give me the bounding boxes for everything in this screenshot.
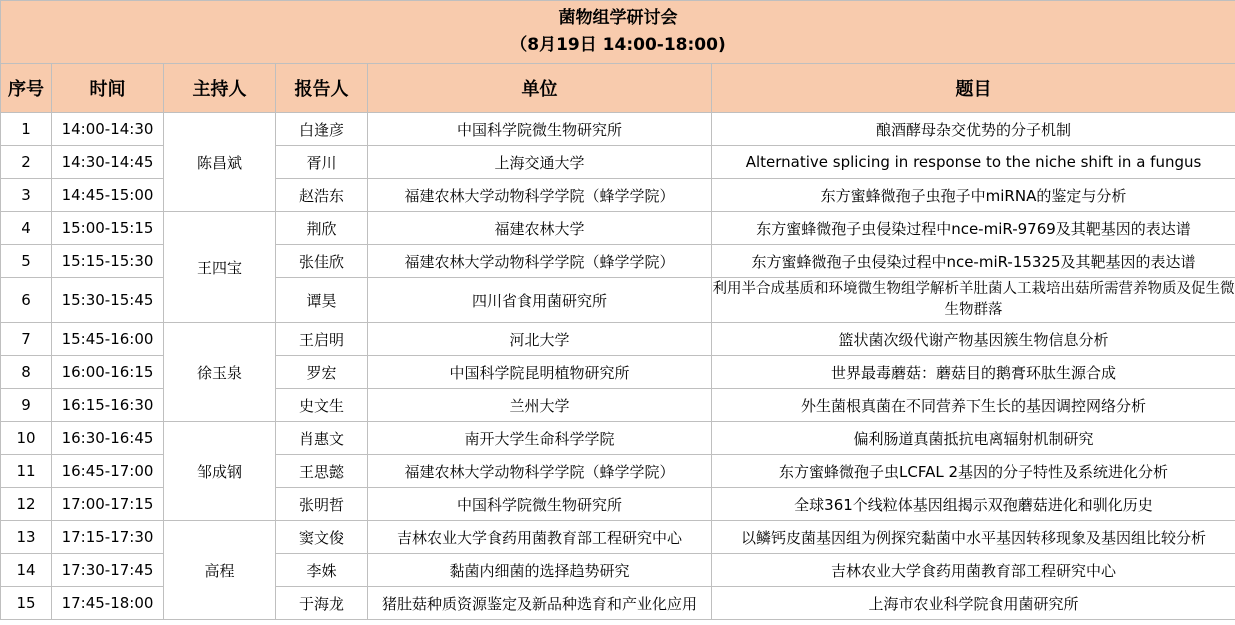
cell-unit: 四川省食用菌研究所 xyxy=(368,278,712,323)
cell-speaker: 王启明 xyxy=(276,323,368,356)
cell-unit: 福建农林大学动物科学学院（蜂学学院） xyxy=(368,455,712,488)
cell-time: 14:30-14:45 xyxy=(52,146,164,179)
cell-unit: 黏菌内细菌的选择趋势研究 xyxy=(368,554,712,587)
cell-topic: Alternative splicing in response to the niche shift in a fungus xyxy=(712,146,1235,179)
cell-topic: 吉林农业大学食药用菌教育部工程研究中心 xyxy=(712,554,1235,587)
table-row xyxy=(1,422,1235,455)
cell-topic: 酿酒酵母杂交优势的分子机制 xyxy=(712,113,1235,146)
cell-time: 16:30-16:45 xyxy=(52,422,164,455)
header-host: 主持人 xyxy=(164,64,276,113)
title-block xyxy=(1,1,1235,64)
cell-no: 13 xyxy=(1,521,52,554)
cell-topic: 东方蜜蜂微孢子虫侵染过程中nce-miR-15325及其靶基因的表达谱 xyxy=(712,245,1235,278)
cell-speaker: 赵浩东 xyxy=(276,179,368,212)
cell-speaker: 史文生 xyxy=(276,389,368,422)
cell-speaker: 肖惠文 xyxy=(276,422,368,455)
cell-time: 15:30-15:45 xyxy=(52,278,164,323)
cell-no: 11 xyxy=(1,455,52,488)
cell-topic: 东方蜜蜂微孢子虫孢子中miRNA的鉴定与分析 xyxy=(712,179,1235,212)
cell-speaker: 张佳欣 xyxy=(276,245,368,278)
cell-unit: 南开大学生命科学学院 xyxy=(368,422,712,455)
cell-host: 高程 xyxy=(164,521,276,620)
cell-no: 3 xyxy=(1,179,52,212)
cell-no: 7 xyxy=(1,323,52,356)
cell-speaker: 胥川 xyxy=(276,146,368,179)
cell-host: 陈昌斌 xyxy=(164,113,276,212)
cell-speaker: 谭昊 xyxy=(276,278,368,323)
cell-unit: 吉林农业大学食药用菌教育部工程研究中心 xyxy=(368,521,712,554)
cell-unit: 福建农林大学 xyxy=(368,212,712,245)
cell-no: 5 xyxy=(1,245,52,278)
header-time: 时间 xyxy=(52,64,164,113)
cell-topic: 利用半合成基质和环境微生物组学解析羊肚菌人工栽培出菇所需营养物质及促生微生物群落 xyxy=(712,278,1235,323)
cell-speaker: 张明哲 xyxy=(276,488,368,521)
cell-time: 15:15-15:30 xyxy=(52,245,164,278)
table-row xyxy=(1,113,1235,146)
cell-no: 1 xyxy=(1,113,52,146)
cell-no: 6 xyxy=(1,278,52,323)
cell-time: 16:15-16:30 xyxy=(52,389,164,422)
table-row xyxy=(1,212,1235,245)
header-unit: 单位 xyxy=(368,64,712,113)
cell-no: 9 xyxy=(1,389,52,422)
cell-topic: 东方蜜蜂微孢子虫侵染过程中nce-miR-9769及其靶基因的表达谱 xyxy=(712,212,1235,245)
cell-topic: 以鳞钙皮菌基因组为例探究黏菌中水平基因转移现象及基因组比较分析 xyxy=(712,521,1235,554)
cell-time: 17:30-17:45 xyxy=(52,554,164,587)
cell-speaker: 李姝 xyxy=(276,554,368,587)
cell-time: 16:00-16:15 xyxy=(52,356,164,389)
cell-speaker: 荆欣 xyxy=(276,212,368,245)
header-no: 序号 xyxy=(1,64,52,113)
cell-time: 17:45-18:00 xyxy=(52,587,164,620)
cell-host: 徐玉泉 xyxy=(164,323,276,422)
cell-unit: 中国科学院微生物研究所 xyxy=(368,113,712,146)
cell-no: 14 xyxy=(1,554,52,587)
cell-unit: 中国科学院微生物研究所 xyxy=(368,488,712,521)
table-row xyxy=(1,521,1235,554)
cell-topic: 全球361个线粒体基因组揭示双孢蘑菇进化和驯化历史 xyxy=(712,488,1235,521)
cell-time: 14:45-15:00 xyxy=(52,179,164,212)
page-subtitle: （8月19日 14:00-18:00) xyxy=(510,35,726,55)
cell-topic: 外生菌根真菌在不同营养下生长的基因调控网络分析 xyxy=(712,389,1235,422)
cell-unit: 猪肚菇种质资源鉴定及新品种选育和产业化应用 xyxy=(368,587,712,620)
cell-topic: 世界最毒蘑菇：蘑菇目的鹅膏环肽生源合成 xyxy=(712,356,1235,389)
cell-speaker: 窦文俊 xyxy=(276,521,368,554)
cell-no: 12 xyxy=(1,488,52,521)
cell-time: 17:15-17:30 xyxy=(52,521,164,554)
cell-time: 16:45-17:00 xyxy=(52,455,164,488)
cell-time: 15:45-16:00 xyxy=(52,323,164,356)
cell-host: 王四宝 xyxy=(164,212,276,323)
cell-topic: 上海市农业科学院食用菌研究所 xyxy=(712,587,1235,620)
cell-unit: 福建农林大学动物科学学院（蜂学学院） xyxy=(368,179,712,212)
cell-no: 15 xyxy=(1,587,52,620)
cell-topic: 篮状菌次级代谢产物基因簇生物信息分析 xyxy=(712,323,1235,356)
table-row xyxy=(1,323,1235,356)
cell-unit: 上海交通大学 xyxy=(368,146,712,179)
cell-no: 4 xyxy=(1,212,52,245)
cell-no: 10 xyxy=(1,422,52,455)
cell-speaker: 白逢彦 xyxy=(276,113,368,146)
cell-host: 邹成钢 xyxy=(164,422,276,521)
cell-topic: 东方蜜蜂微孢子虫LCFAL 2基因的分子特性及系统进化分析 xyxy=(712,455,1235,488)
header-topic: 题目 xyxy=(712,64,1235,113)
cell-unit: 河北大学 xyxy=(368,323,712,356)
cell-speaker: 于海龙 xyxy=(276,587,368,620)
header-row xyxy=(1,64,1235,113)
cell-topic: 偏利肠道真菌抵抗电离辐射机制研究 xyxy=(712,422,1235,455)
cell-unit: 兰州大学 xyxy=(368,389,712,422)
title-row xyxy=(1,1,1235,64)
cell-speaker: 王思懿 xyxy=(276,455,368,488)
page-title: 菌物组学研讨会 xyxy=(558,8,678,28)
cell-unit: 福建农林大学动物科学学院（蜂学学院） xyxy=(368,245,712,278)
cell-no: 2 xyxy=(1,146,52,179)
cell-time: 17:00-17:15 xyxy=(52,488,164,521)
cell-unit: 中国科学院昆明植物研究所 xyxy=(368,356,712,389)
cell-speaker: 罗宏 xyxy=(276,356,368,389)
cell-no: 8 xyxy=(1,356,52,389)
header-speaker: 报告人 xyxy=(276,64,368,113)
cell-time: 14:00-14:30 xyxy=(52,113,164,146)
cell-time: 15:00-15:15 xyxy=(52,212,164,245)
